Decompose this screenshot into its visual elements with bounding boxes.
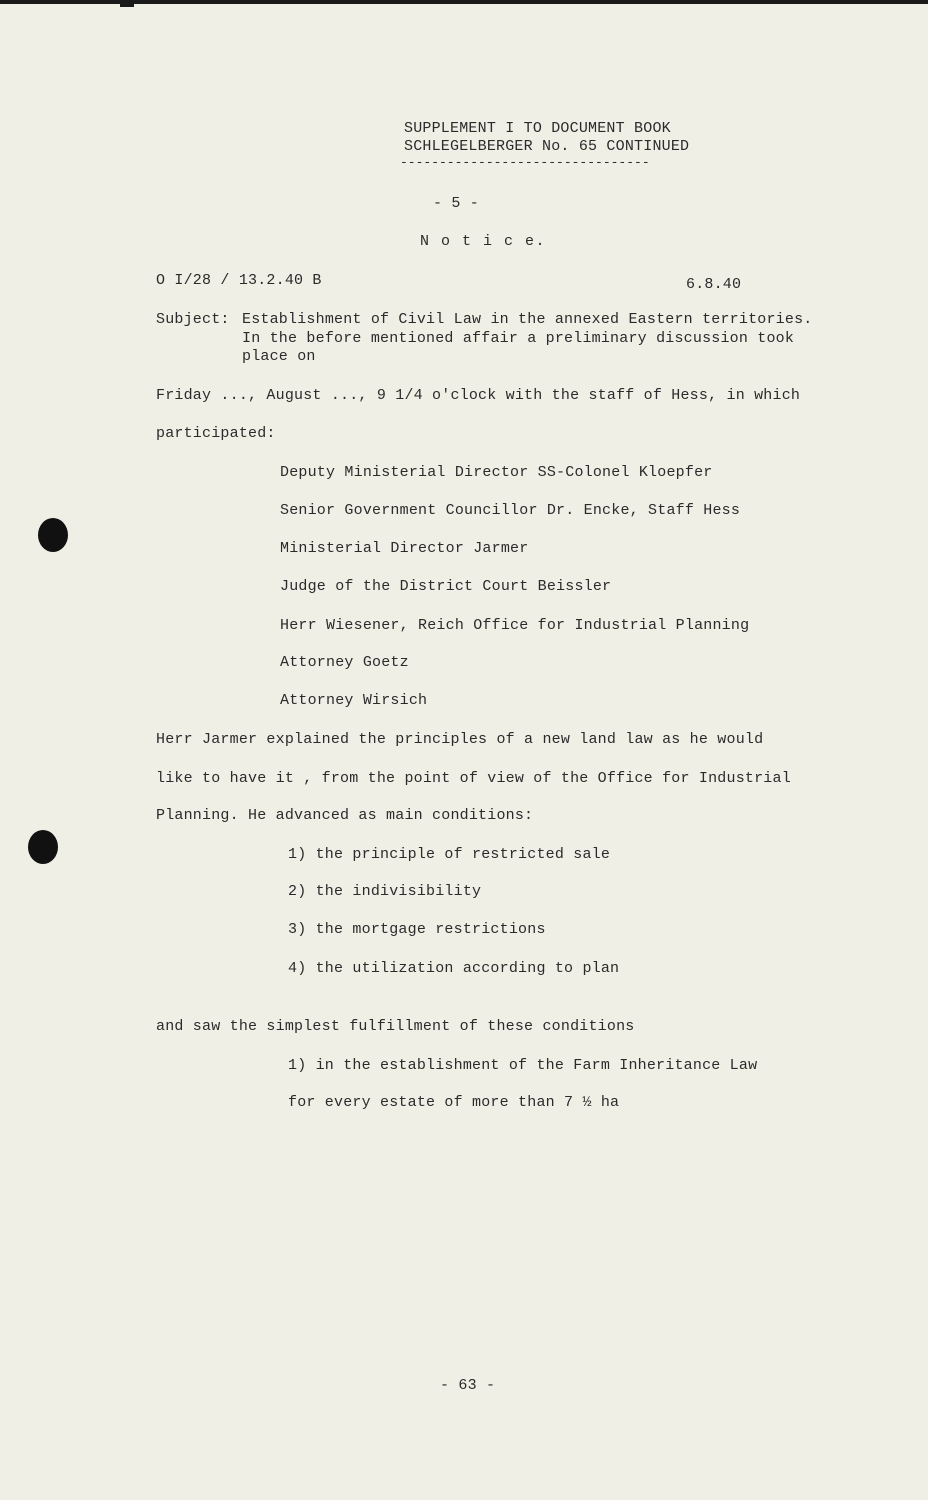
fulfilment-line-1: 1) in the establishment of the Farm Inheritance Law — [288, 1057, 758, 1074]
page-marker: - 5 - — [433, 195, 480, 212]
participant-item: Judge of the District Court Beissler — [280, 578, 612, 595]
reference-number: O I/28 / 13.2.40 B — [156, 272, 322, 289]
subject-label: Subject: — [156, 311, 230, 328]
paragraph-2: and saw the simplest fulfillment of these conditions — [156, 1018, 635, 1035]
paragraph-1-line-3: Planning. He advanced as main conditions: — [156, 807, 534, 824]
header-line-1: SUPPLEMENT I TO DOCUMENT BOOK — [404, 120, 671, 137]
paragraph-1-line-1: Herr Jarmer explained the principles of a new land law as he would — [156, 731, 764, 748]
header-underline: -------------------------------- — [400, 155, 650, 170]
intro-line-1: Friday ..., August ..., 9 1/4 o'clock with the staff of Hess, in which — [156, 387, 801, 404]
paragraph-1-line-2: like to have it , from the point of view of the Office for Industrial — [156, 770, 791, 787]
subject-line-3: place on — [242, 348, 316, 365]
condition-item: 3) the mortgage restrictions — [288, 921, 546, 938]
participant-item: Herr Wiesener, Reich Office for Industrial Planning — [280, 617, 750, 634]
intro-line-2: participated: — [156, 425, 276, 442]
participant-item: Senior Government Councillor Dr. Encke, Staff Hess — [280, 502, 741, 519]
page-number: - 63 - — [440, 1377, 496, 1394]
doc-title: N o t i c e. — [420, 233, 547, 250]
condition-item: 1) the principle of restricted sale — [288, 846, 611, 863]
top-mark — [120, 0, 134, 7]
header-line-2: SCHLEGELBERGER No. 65 CONTINUED — [404, 138, 690, 155]
fulfilment-line-2: for every estate of more than 7 ½ ha — [288, 1094, 620, 1111]
participant-item: Ministerial Director Jarmer — [280, 540, 529, 557]
subject-line-1: Establishment of Civil Law in the annexed Eastern territories. — [242, 311, 813, 328]
subject-line-2: In the before mentioned affair a preliminary discussion took — [242, 330, 795, 347]
punch-hole-icon — [38, 518, 68, 552]
participant-item: Attorney Wirsich — [280, 692, 428, 709]
participant-item: Deputy Ministerial Director SS-Colonel Kloepfer — [280, 464, 713, 481]
participant-item: Attorney Goetz — [280, 654, 409, 671]
condition-item: 2) the indivisibility — [288, 883, 482, 900]
punch-hole-icon — [28, 830, 58, 864]
top-border — [0, 0, 928, 4]
document-date: 6.8.40 — [686, 276, 742, 293]
condition-item: 4) the utilization according to plan — [288, 960, 620, 977]
